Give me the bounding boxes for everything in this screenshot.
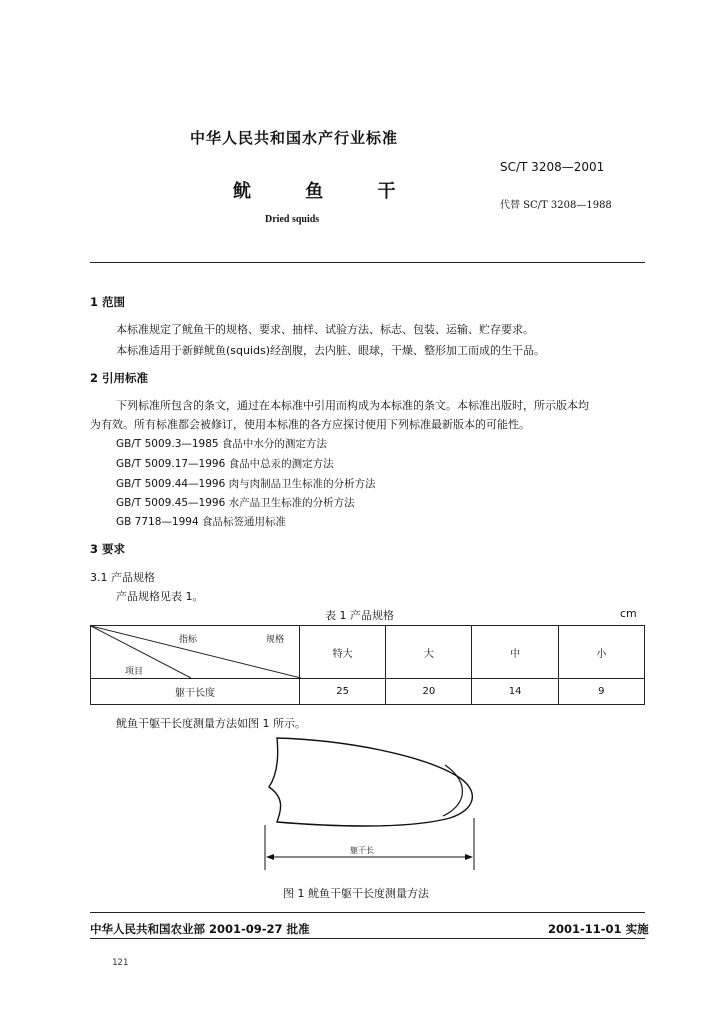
document-title: 鱿 鱼 干 <box>233 181 420 202</box>
table-cell: 9 <box>558 679 644 705</box>
header-item-label: 项目 <box>125 667 144 677</box>
section-1-heading: 1 范围 <box>90 295 126 309</box>
standard-code: SC/T 3208—2001 <box>500 160 605 174</box>
issued-by: 中华人民共和国农业部 2001-09-27 批准 <box>90 922 310 936</box>
figure-intro: 鱿鱼干躯干长度测量方法如图 1 所示。 <box>116 717 306 730</box>
reference-item: GB/T 5009.17—1996 食品中总汞的测定方法 <box>116 458 334 470</box>
table-cell: 20 <box>386 679 472 705</box>
english-title: Dried squids <box>265 214 320 225</box>
table-diagonal-header <box>91 626 300 679</box>
reference-item: GB/T 5009.3—1985 食品中水分的测定方法 <box>116 438 327 450</box>
footer-rule <box>90 912 645 913</box>
column-header: 中 <box>472 626 558 679</box>
figure-caption: 图 1 鱿鱼干躯干长度测量方法 <box>283 887 429 900</box>
table-cell: 14 <box>472 679 558 705</box>
dimension-label: 躯干长 <box>350 846 374 855</box>
column-header: 特大 <box>299 626 385 679</box>
reference-item: GB/T 5009.45—1996 水产品卫生标准的分析方法 <box>116 497 355 509</box>
header-spec-label: 规格 <box>266 635 285 645</box>
replaces-note: 代替 SC/T 3208—1988 <box>500 200 612 211</box>
page-number: 121 <box>112 958 129 968</box>
spec-table <box>90 625 645 705</box>
reference-item: GB 7718—1994 食品标签通用标准 <box>116 516 286 528</box>
column-header: 小 <box>558 626 644 679</box>
section-3-heading: 3 要求 <box>90 542 126 556</box>
section-3-1-paragraph: 产品规格见表 1。 <box>116 590 204 603</box>
section-2-heading: 2 引用标准 <box>90 371 149 385</box>
header-indicator-label: 指标 <box>179 635 198 645</box>
standard-category: 中华人民共和国水产行业标准 <box>190 129 399 147</box>
section-3-1-heading: 3.1 产品规格 <box>90 571 155 584</box>
section-1-paragraph-2: 本标准适用于新鲜鱿鱼(squids)经剖腹，去内脏、眼球，干燥、整形加工而成的生干品。 <box>116 344 546 357</box>
table-caption: 表 1 产品规格 <box>325 609 394 622</box>
reference-item: GB/T 5009.44—1996 肉与肉制品卫生标准的分析方法 <box>116 478 376 490</box>
section-2-paragraph-line-1: 下列标准所包含的条文，通过在本标准中引用而构成为本标准的条文。本标准出版时，所示版本均 <box>116 399 589 412</box>
effective-date: 2001-11-01 实施 <box>548 922 649 936</box>
squid-trunk-outline <box>269 738 472 826</box>
column-header: 大 <box>386 626 472 679</box>
section-1-paragraph-1: 本标准规定了鱿鱼干的规格、要求、抽样、试验方法、标志、包装、运输、贮存要求。 <box>116 323 534 336</box>
dimension-arrow-left <box>266 854 274 860</box>
footer-bottom-rule <box>90 938 645 939</box>
header-rule <box>90 262 645 263</box>
section-2-paragraph-line-2: 为有效。所有标准都会被修订，使用本标准的各方应探讨使用下列标准最新版本的可能性。 <box>90 418 530 431</box>
table-unit: cm <box>620 607 637 620</box>
dimension-arrow-right <box>465 854 473 860</box>
table-cell: 25 <box>299 679 385 705</box>
row-label: 躯干长度 <box>91 679 300 705</box>
squid-fin-line <box>443 765 462 816</box>
